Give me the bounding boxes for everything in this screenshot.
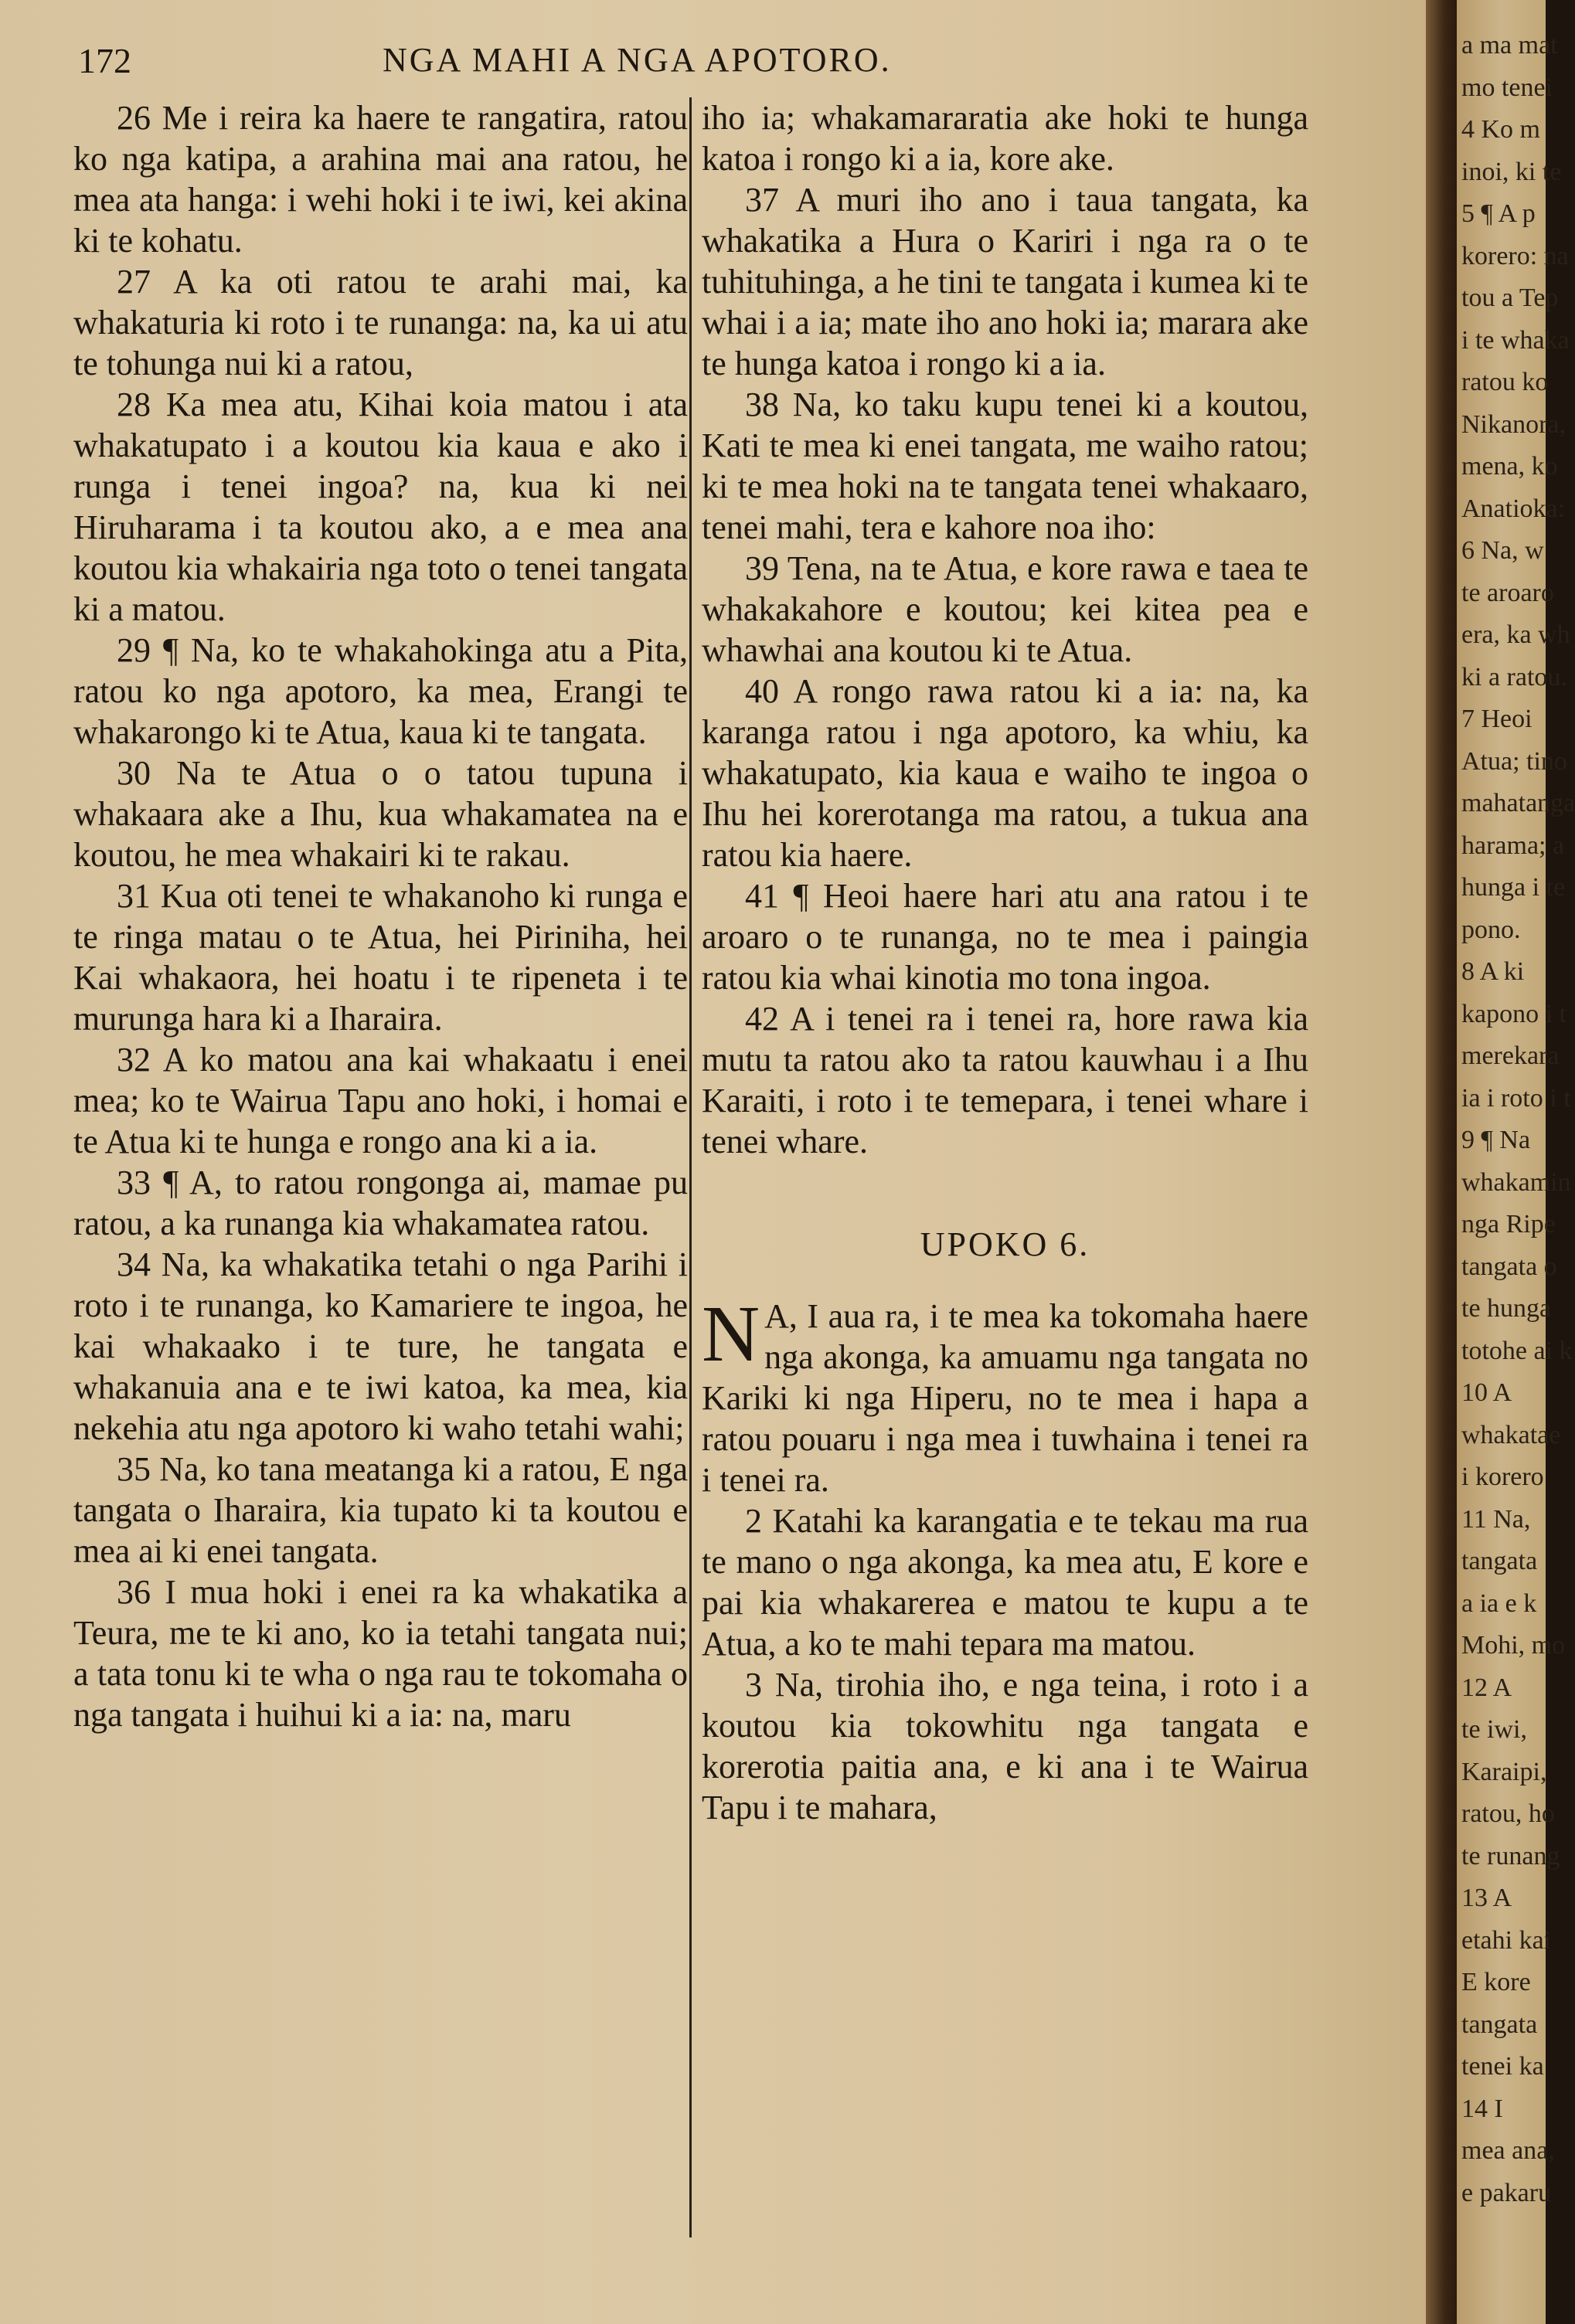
book-gutter	[1426, 0, 1457, 2324]
facing-page-fragment: tangata	[1461, 1547, 1538, 1575]
facing-page-fragment: mea ana,	[1461, 2136, 1555, 2165]
verse-36: 36 I mua hoki i enei ra ka whakatika a Teura, me te ki ano, ko ia tetahi tangata nui; a tata tonu ki te wha o nga rau te tokomaha o nga tangata i huihui ki a ia: na, maru	[73, 1573, 688, 1734]
facing-page-fragment: 11 Na,	[1461, 1504, 1531, 1534]
facing-page-fragment: ratou, ho	[1461, 1799, 1555, 1828]
right-column	[702, 97, 1308, 1828]
facing-page-fragment: te aroaro	[1461, 578, 1554, 607]
facing-page-fragment: whakamin	[1461, 1167, 1571, 1197]
facing-page-fragment: te runang	[1461, 1841, 1560, 1870]
facing-page-fragment: harama; a	[1461, 831, 1565, 860]
chapter-6-verse-2: 2 Katahi ka karangatia e te tekau ma rua te mano o nga akonga, ka mea atu, E kore e pai kia whakarerea e matou te kupu a te Atua, a ko te mahi tepara ma matou.	[702, 1502, 1308, 1663]
facing-page-fragment: mahatanga	[1461, 789, 1575, 817]
drop-cap: N	[702, 1289, 760, 1378]
facing-page-fragment: etahi kai	[1461, 1925, 1552, 1955]
facing-page-fragment: inoi, ki te	[1461, 157, 1562, 186]
facing-page-fragment: Atua; tino	[1461, 746, 1567, 776]
facing-page-fragment: 4 Ko m	[1461, 115, 1540, 144]
facing-page-fragment: whakatae	[1461, 1420, 1561, 1449]
facing-page-fragment: e pakaru	[1461, 2178, 1552, 2207]
column-divider	[689, 97, 692, 2237]
page-number: 172	[78, 41, 131, 80]
facing-page-fragment: kapono i t	[1461, 999, 1566, 1028]
facing-page-fragment: nga Ripe	[1461, 1210, 1556, 1238]
verse-28: 28 Ka mea atu, Kihai koia matou i ata whakatupato i a koutou kia kaua e ako i runga i tenei ingoa? na, kua ki nei Hiruharama i ta koutou ako, a e mea ana koutou kia whakairia nga toto o tenei tangata ki a matou.	[73, 386, 688, 628]
facing-page-edge	[1457, 0, 1575, 2324]
left-column	[73, 97, 688, 1735]
page-header	[73, 40, 1310, 94]
facing-page-fragment: 8 A ki	[1461, 957, 1525, 986]
facing-page-fragment: tenei ka	[1461, 2052, 1544, 2081]
facing-page-fragment: korero: na	[1461, 241, 1569, 270]
chapter-6-verse-1	[702, 1289, 1308, 1500]
facing-page-fragment: tangata o	[1461, 1252, 1557, 1281]
facing-page-fragment: i korero	[1461, 1463, 1544, 1491]
verse-42: 42 A i tenei ra i tenei ra, hore rawa kia mutu ta ratou ako ta ratou kauwhau i a Ihu Karaiti, i roto i te temepara, i tenei whare i tenei whare.	[702, 1000, 1308, 1160]
facing-page-fragment: ki a ratou.	[1461, 662, 1567, 691]
facing-page-fragment: E kore	[1461, 1968, 1531, 1996]
facing-page-fragment: Anatioka:	[1461, 494, 1566, 523]
verse-41: 41 ¶ Heoi haere hari atu ana ratou i te aroaro o te runanga, no te mea i paingia ratou kia whai kinotia mo tona ingoa.	[702, 877, 1308, 997]
facing-page-fragment: a ma mat	[1461, 31, 1558, 59]
facing-page-fragment: Karaipi,	[1461, 1757, 1547, 1786]
verse-29: 29 ¶ Na, ko te whakahokinga atu a Pita, ratou ko nga apotoro, ka mea, Erangi te whakarongo ki te Atua, kaua ki te tangata.	[73, 631, 688, 751]
facing-page-fragment: tou a Tep	[1461, 284, 1559, 312]
facing-page-fragment: hunga i te	[1461, 873, 1566, 902]
verse-33: 33 ¶ A, to ratou rongonga ai, mamae pu ratou, a ka runanga kia whakamatea ratou.	[73, 1164, 688, 1242]
facing-page-fragment: ia i roto i t	[1461, 1083, 1571, 1113]
verse-38: 38 Na, ko taku kupu tenei ki a koutou, Kati te mea ki enei tangata, me waiho ratou; ki te mea hoki na te tangata tenei whakaaro, tenei mahi, tera e kahore noa iho:	[702, 386, 1308, 546]
facing-page-fragment: 6 Na, w	[1461, 536, 1544, 565]
facing-page-fragment: mena, ko	[1461, 452, 1558, 481]
verse-27: 27 A ka oti ratou te arahi mai, ka whakaturia ki roto i te runanga: na, ka ui atu te tohunga nui ki a ratou,	[73, 263, 688, 382]
facing-page-fragment: Nikanora,	[1461, 409, 1566, 439]
verse-30: 30 Na te Atua o o tatou tupuna i whakaara ake a Ihu, kua whakamatea na e koutou, he mea whakairi ki te rakau.	[73, 754, 688, 874]
chapter-6-verse-3: 3 Na, tirohia iho, e nga teina, i roto i a koutou kia tokowhitu nga tangata e korerotia paitia ana, e ki ana i te Wairua Tapu i te mahara,	[702, 1666, 1308, 1826]
facing-page-fragment: 13 A	[1461, 1884, 1512, 1912]
verse-35: 35 Na, ko tana meatanga ki a ratou, E nga tangata o Iharaira, kia tupato ki ta koutou e mea ai ki enei tangata.	[73, 1450, 688, 1570]
verse-31: 31 Kua oti tenei te whakanoho ki runga e te ringa matau o te Atua, hei Piriniha, hei Kai whakaora, hei hoatu i te ripeneta i te murunga hara ki a Iharaira.	[73, 877, 688, 1038]
facing-page-fragment: i te whaka	[1461, 325, 1570, 355]
facing-page-fragment: 12 A	[1461, 1673, 1512, 1702]
facing-page-fragment: 14 I	[1461, 2094, 1503, 2123]
facing-page-fragment: era, ka wh	[1461, 620, 1570, 649]
verse-34: 34 Na, ka whakatika tetahi o nga Parihi i roto i te runanga, ko Kamariere te ingoa, he kai whakaako i te ture, he tangata e whakanuia ana e te iwi katoa, ka mea, kia nekehia atu nga apotoro ki waho tetahi wahi;	[73, 1245, 688, 1447]
facing-page-fragment: mo tenei	[1461, 73, 1553, 102]
facing-page-fragment: ratou ko	[1461, 368, 1549, 396]
facing-page-fragment: a ia e k	[1461, 1588, 1537, 1618]
facing-page-fragment: Mohi, mo	[1461, 1631, 1566, 1660]
chapter-6-verse-1-text: A, I aua ra, i te mea ka tokomaha haere nga akonga, ka amuamu nga tangata no Kariki ki nga Hiperu, no te mea i hapa a ratou pouaru i nga mea i tuwhaina i tenei ra i tenei ra.	[702, 1297, 1308, 1499]
facing-page-fragment: 9 ¶ Na	[1461, 1126, 1531, 1154]
verse-40: 40 A rongo rawa ratou ki a ia: na, ka karanga ratou i nga apotoro, ka whiu, ka whakatupato, kia kaua e waiho te ingoa o Ihu hei korerotanga ma ratou, a tukua ana ratou kia haere.	[702, 672, 1308, 874]
facing-page-fragment: tangata	[1461, 2010, 1538, 2039]
verse-36-continuation: iho ia; whakamararatia ake hoki te hunga katoa i rongo ki a ia, kore ake.	[702, 99, 1308, 178]
verse-39: 39 Tena, na te Atua, e kore rawa e taea te whakakahore e koutou; kei kitea pea e whawhai ana koutou ki te Atua.	[702, 549, 1308, 669]
facing-page-fragment: totohe ai k	[1461, 1336, 1573, 1365]
facing-page-fragment: 10 A	[1461, 1378, 1512, 1407]
facing-page-fragment: te iwi,	[1461, 1715, 1527, 1744]
facing-page-fragment: 7 Heoi	[1461, 705, 1532, 733]
verse-37: 37 A muri iho ano i taua tangata, ka whakatika a Hura o Kariri i nga ra o te tuhituhinga, a he tini te tangata i kumea ki te whai i a ia; mate iho ano hoki ia; marara ake te hunga katoa i rongo ki a ia.	[702, 181, 1308, 382]
chapter-heading: UPOKO 6.	[920, 1225, 1090, 1263]
facing-page-fragment: merekara	[1461, 1041, 1560, 1070]
facing-page-fragment: te hunga	[1461, 1294, 1552, 1323]
verse-26: 26 Me i reira ka haere te rangatira, ratou ko nga katipa, a arahina mai ana ratou, he mea ata hanga: i wehi hoki i te iwi, kei akina ki te kohatu.	[73, 99, 688, 260]
facing-page-fragment: pono.	[1461, 915, 1521, 944]
running-title: NGA MAHI A NGA APOTORO.	[383, 41, 892, 79]
verse-32: 32 A ko matou ana kai whakaatu i enei mea; ko te Wairua Tapu ano hoki, i homai e te Atua ki te hunga e rongo ana ki a ia.	[73, 1041, 688, 1160]
facing-page-fragment: 5 ¶ A p	[1461, 199, 1536, 228]
